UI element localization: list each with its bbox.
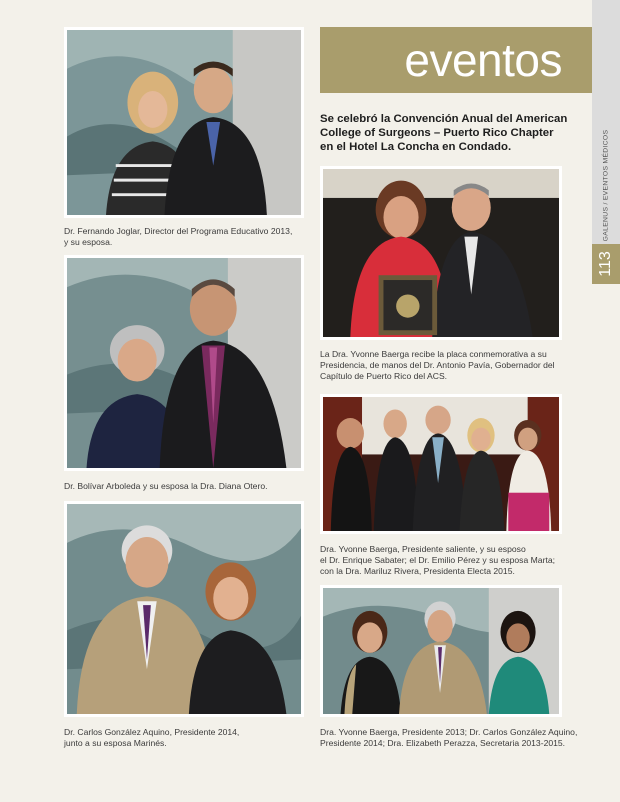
caption-line: Dra. Yvonne Baerga, Presidente saliente, y su esposo (320, 544, 526, 554)
caption-joglar (64, 226, 304, 248)
side-section-label-text: GALENUS / EVENTOS MÉDICOS (602, 129, 610, 241)
caption-line: La Dra. Yvonne Baerga recibe la placa conmemorativa a su (320, 349, 547, 359)
headline-line: en el Hotel La Concha en Condado. (320, 141, 512, 153)
caption-line: Capítulo de Puerto Rico del ACS. (320, 371, 448, 381)
headline-line: Se celebró la Convención Anual del American (320, 113, 568, 125)
article-headline (320, 112, 580, 154)
photo-group-three (320, 585, 562, 717)
section-header-bar (320, 27, 592, 93)
caption-line: junto a su esposa Marinés. (64, 738, 167, 748)
caption-line: Dr. Carlos González Aquino, Presidente 2014, (64, 727, 240, 737)
page-number-tab (592, 244, 620, 284)
caption-gonzalez-aquino (64, 727, 304, 749)
photo-gonzalez-aquino (64, 501, 304, 717)
caption-group-five (320, 544, 582, 577)
caption-arboleda (64, 481, 304, 492)
caption-line: Dr. Fernando Joglar, Director del Programa Educativo 2013, (64, 226, 293, 236)
caption-line: Presidente 2014; Dra. Elizabeth Perazza, Secretaria 2013-2015. (320, 738, 566, 748)
caption-line: con la Dra. Mariluz Rivera, Presidenta Electa 2015. (320, 566, 515, 576)
caption-line: Dr. Bolívar Arboleda y su esposa la Dra. Diana Otero. (64, 481, 268, 491)
photo-joglar (64, 27, 304, 218)
caption-line: el Dr. Enrique Sabater; el Dr. Emilio Pérez y su esposa Marta; (320, 555, 555, 565)
page-number: 113 (596, 251, 614, 277)
side-section-label (592, 130, 620, 240)
caption-line: Presidencia, de manos del Dr. Antonio Pavía, Gobernador del (320, 360, 555, 370)
side-strip (592, 0, 620, 802)
caption-line: y su esposa. (64, 237, 113, 247)
caption-line: Dra. Yvonne Baerga, Presidente 2013; Dr. Carlos González Aquino, (320, 727, 578, 737)
photo-plaque (320, 166, 562, 340)
caption-group-three (320, 727, 582, 749)
caption-plaque (320, 349, 580, 382)
photo-arboleda (64, 255, 304, 471)
section-title: eventos (404, 34, 562, 86)
photo-group-five (320, 394, 562, 534)
headline-line: College of Surgeons – Puerto Rico Chapter (320, 127, 554, 139)
